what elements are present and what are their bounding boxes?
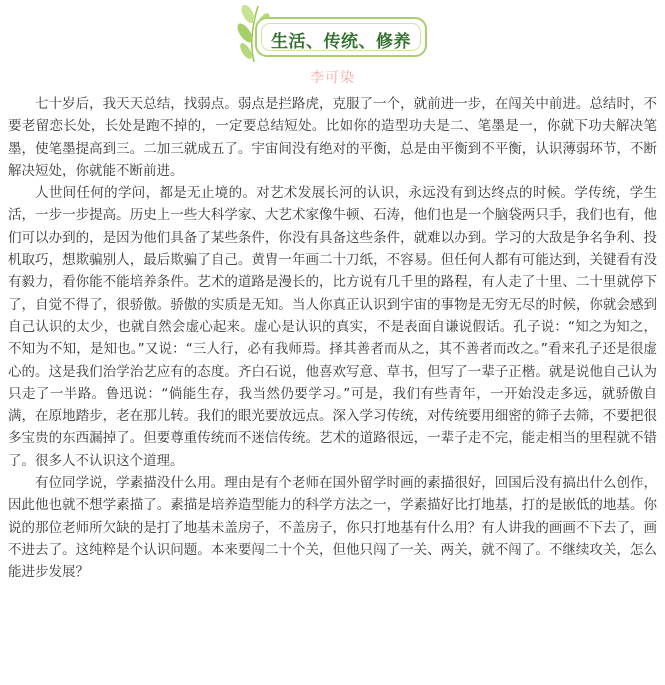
paragraph: 七十岁后，我天天总结，找弱点。弱点是拦路虎，克服了一个，就前进一步，在闯关中前进。总结时，不要老留恋长处，长处是跑不掉的，一定要总结短处。比如你的造型功夫是二、笔墨是一，你就下功夫解决笔墨，使笔墨提高到三。二加三就成五了。宇宙间没有绝对的平衡，总是由平衡到不平衡，认识薄弱环节，不断解决短处，你就能不断前进。 bbox=[8, 96, 657, 179]
article-author: 李可染 bbox=[310, 70, 355, 86]
article-header bbox=[0, 0, 665, 64]
article-body bbox=[8, 93, 657, 584]
paragraph: 有位同学说，学素描没什么用。理由是有个老师在国外留学时画的素描很好，回国后没有搞出什么创作，因此他也就不想学素描了。素描是培养造型能力的科学方法之一，学素描好比打地基，打的是嵌低的地基。你说的那位老师所欠缺的是打了地基未盖房子，不盖房子，你只打地基有什么用？有人讲我的画画不下去了，画不进去了。这纯粹是个认识问题。本来要闯二十个关，但他只闯了一关、两关，就不闯了。不继续攻关，怎么能进步发展？ bbox=[8, 475, 657, 581]
paragraph: 人世间任何的学问，都是无止境的。对艺术发展长河的认识，永远没有到达终点的时候。学传统，学生活，一步一步提高。历史上一些大科学家、大艺术家像牛顿、石涛，他们也是一个脑袋两只手，我们也有，他们可以办到的，是因为他们具备了某些条件，你没有具备这些条件，就难以办到。学习的大敌是争名争利、投机取巧，想欺骗别人，最后欺骗了自己。黄胄一年画二十刀纸，不容易。但任何人都有可能达到，关键看有没有毅力，看你能不能培养条件。艺术的道路是漫长的，比方说有几千里的路程，有人走了十里、二十里就停下了，自觉不得了，很骄傲。骄傲的实质是无知。当人你真正认识到宇宙的事物是无穷无尽的时候，你就会感到自己认识的太少，也就自然会虚心起来。虚心是认识的真实，不是表面自谦说假话。孔子说：“知之为知之，不知为不知，是知也。”又说：“三人行，必有我师焉。择其善者而从之，其不善者而改之。”看来孔子还是很虚心的。这是我们治学治艺应有的态度。齐白石说，他喜欢写意、草书，但写了一辈子正楷。就是说他自己认为只走了一半路。鲁迅说：“倘能生存，我当然仍要学习。”可是，我们有些青年，一开始没走多远，就骄傲自满，在原地踏步，老在那儿转。我们的眼光要放远点。深入学习传统，对传统要用细密的筛子去筛，不要把很多宝贵的东西漏掉了。但要尊重传统而不迷信传统。艺术的道路很远，一辈子走不完，能走相当的里程就不错了。很多人不认识这个道理。 bbox=[8, 185, 657, 469]
article-title: 生活、传统、修养 bbox=[271, 32, 411, 52]
title-frame bbox=[255, 17, 427, 57]
